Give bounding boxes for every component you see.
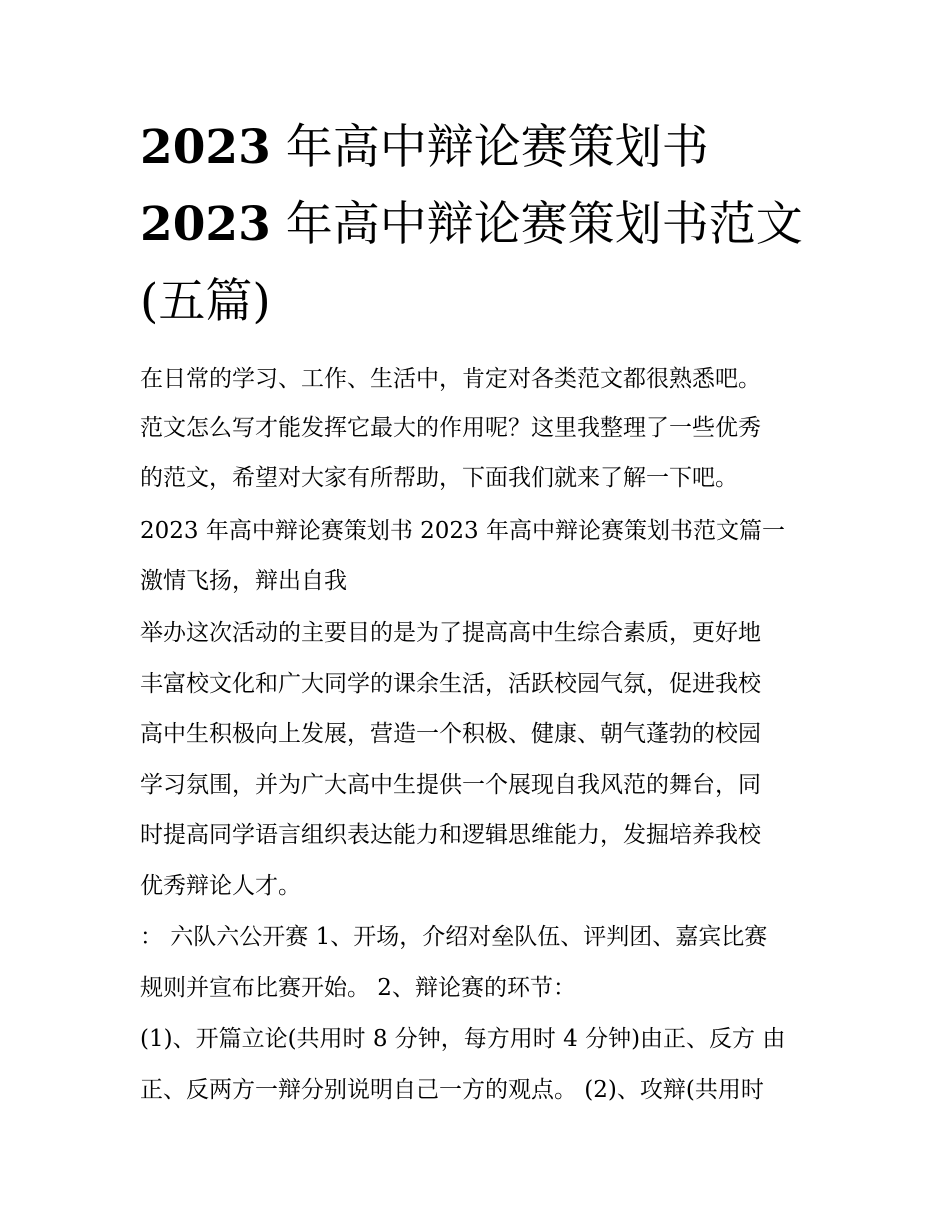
body-line: 2023 年高中辩论赛策划书 2023 年高中辩论赛策划书范文篇一 bbox=[140, 518, 785, 544]
body-line: 高中生积极向上发展，营造一个积极、健康、朝气蓬勃的校园 bbox=[140, 721, 761, 747]
title-text: (五篇) bbox=[140, 274, 271, 329]
title-text: 年高中辩论赛策划书 bbox=[270, 120, 709, 175]
body-line: (1)、开篇立论(共用时 8 分钟，每方用时 4 分钟)由正、反方 由 bbox=[140, 1026, 786, 1052]
title-year: 2023 bbox=[140, 197, 271, 252]
body-line: 丰富校文化和广大同学的课余生活，活跃校园气氛，促进我校 bbox=[140, 671, 761, 697]
body-line: 在日常的学习、工作、生活中，肯定对各类范文都很熟悉吧。 bbox=[140, 366, 761, 392]
body-line: 范文怎么写才能发挥它最大的作用呢？这里我整理了一些优秀 bbox=[140, 415, 761, 441]
body-line: 规则并宣布比赛开始。 2、辩论赛的环节： bbox=[140, 975, 576, 1001]
body-line: 优秀辩论人才。 bbox=[140, 873, 301, 899]
body-line: 举办这次活动的主要目的是为了提高高中生综合素质，更好地 bbox=[140, 620, 761, 646]
body-line: 激情飞扬，辩出自我 bbox=[140, 568, 347, 594]
title-text: 年高中辩论赛策划书范文 bbox=[270, 197, 803, 252]
body-line: 学习氛围，并为广大高中生提供一个展现自我风范的舞台，同 bbox=[140, 772, 761, 798]
body-line: 时提高同学语言组织表达能力和逻辑思维能力，发掘培养我校 bbox=[140, 822, 761, 848]
body-line: ： 六队六公开赛 1、开场，介绍对垒队伍、评判团、嘉宾比赛 bbox=[140, 924, 768, 950]
body-line: 的范文，希望对大家有所帮助，下面我们就来了解一下吧。 bbox=[140, 465, 738, 491]
title-line-2 bbox=[140, 195, 820, 255]
title-year: 2023 bbox=[140, 120, 271, 175]
title-line-1 bbox=[140, 118, 820, 178]
body-line: 正、反两方一辩分别说明自己一方的观点。 (2)、攻辩(共用时 bbox=[140, 1077, 764, 1103]
title-line-3 bbox=[140, 272, 820, 332]
